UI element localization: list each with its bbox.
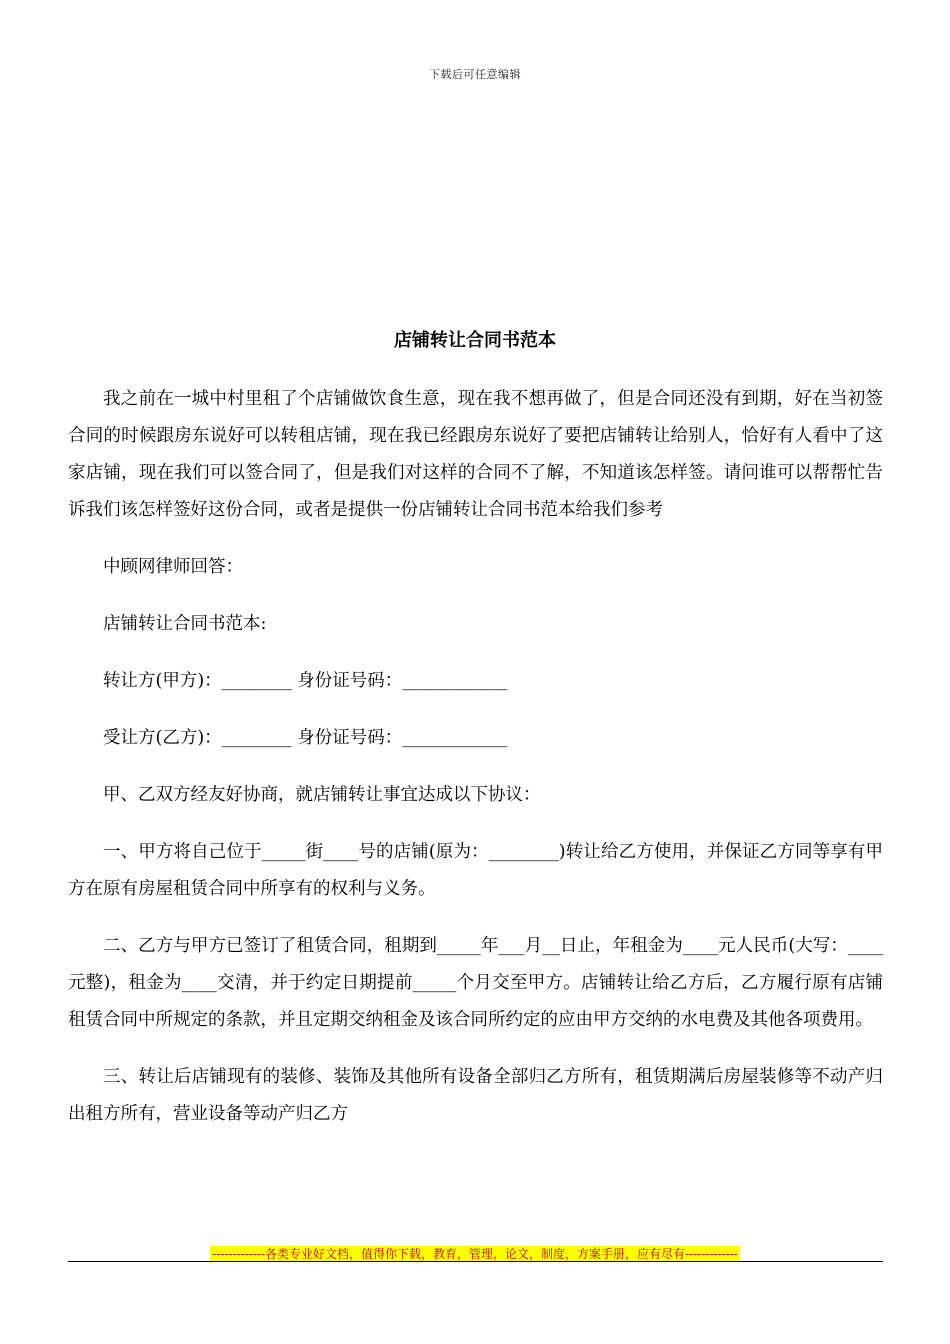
transferee-line: 受让方(乙方)：________ 身份证号码：____________ — [103, 728, 508, 748]
page-header-note: 下载后可任意编辑 — [429, 68, 521, 81]
document-body — [68, 381, 883, 1153]
footer-banner — [0, 1243, 950, 1262]
footer-divider — [68, 1261, 883, 1262]
agreement-intro: 甲、乙双方经友好协商，就店铺转让事宜达成以下协议： — [103, 785, 541, 805]
template-heading: 店铺转让合同书范本: — [103, 614, 267, 634]
lawyer-answer-heading: 中顾网律师回答： — [103, 557, 243, 577]
clause-3: 三、转让后店铺现有的装修、装饰及其他所有设备全部归乙方所有，租赁期满后房屋装修等不动产归出租方所有，营业设备等动产归乙方 — [68, 1067, 883, 1124]
document-title: 店铺转让合同书范本 — [394, 330, 556, 351]
clause-2: 二、乙方与甲方已签订了租赁合同，租期到_____年___月__日止，年租金为____元人民币(大写：____元整)，租金为____交清，并于约定日期提前_____个月交至甲方。店铺转让给乙方后，乙方履行原有店铺租赁合同中所规定的条款，并且定期交纳租金及该合同所约定的应由甲方交纳的水电费及其他各项费用。 — [68, 936, 883, 1030]
question-paragraph: 我之前在一城中村里租了个店铺做饮食生意，现在我不想再做了，但是合同还没有到期，好在当初签合同的时候跟房东说好可以转租店铺，现在我已经跟房东说好了要把店铺转让给别人，恰好有人看中了这家店铺，现在我们可以签合同了，但是我们对这样的合同不了解，不知道该怎样签。请问谁可以帮帮忙告诉我们该怎样签好这份合同，或者是提供一份店铺转让合同书范本给我们参考 — [68, 389, 883, 520]
clause-1: 一、甲方将自己位于_____街____号的店铺(原为：________)转让给乙方使用，并保证乙方同等享有甲方在原有房屋租赁合同中所享有的权利与义务。 — [68, 842, 883, 899]
transferor-line: 转让方(甲方)：________ 身份证号码：____________ — [103, 671, 508, 691]
footer-banner-text: -------------各类专业好文档，值得你下载，教育，管理，论文，制度，方案手册，应有尽有------------- — [212, 1247, 738, 1261]
